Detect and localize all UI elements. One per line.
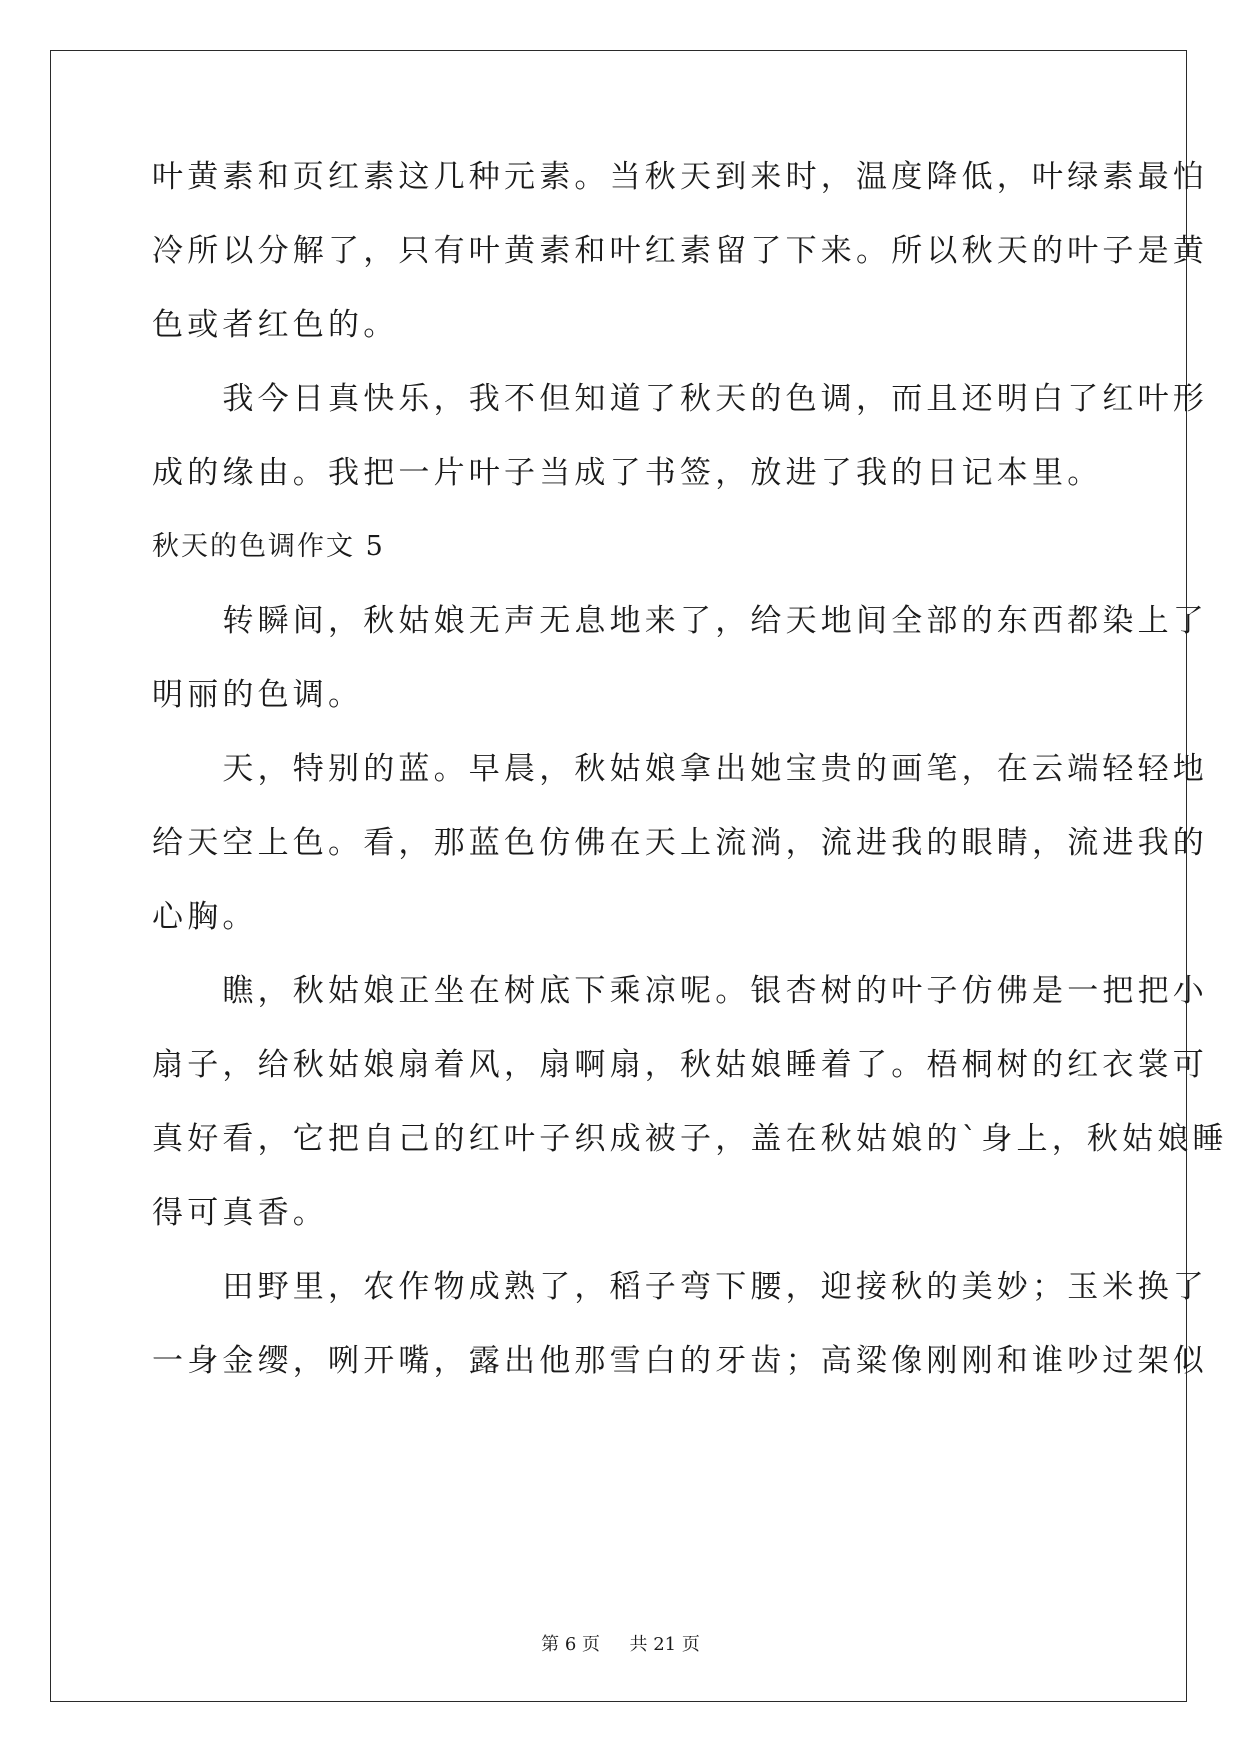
text-line: 田野里，农作物成熟了，稻子弯下腰，迎接秋的美妙；玉米换了 xyxy=(152,1269,1208,1305)
text-line: 扇子，给秋姑娘扇着风，扇啊扇，秋姑娘睡着了。梧桐树的红衣裳可 xyxy=(152,1047,1208,1083)
text-line: 明丽的色调。 xyxy=(152,677,364,713)
section-heading: 秋天的色调作文 5 xyxy=(152,531,385,562)
text-line: 给天空上色。看，那蓝色仿佛在天上流淌，流进我的眼睛，流进我的 xyxy=(152,825,1208,861)
page-total: 共 21 页 xyxy=(629,1634,700,1655)
text-line: 成的缘由。我把一片叶子当成了书签，放进了我的日记本里。 xyxy=(152,455,1103,491)
text-line: 得可真香。 xyxy=(152,1195,328,1231)
text-line: 心胸。 xyxy=(152,899,258,935)
text-line: 叶黄素和页红素这几种元素。当秋天到来时，温度降低，叶绿素最怕 xyxy=(152,159,1208,195)
page-footer xyxy=(0,1630,1241,1656)
document-body xyxy=(152,157,1228,1381)
text-line: 转瞬间，秋姑娘无声无息地来了，给天地间全部的东西都染上了 xyxy=(152,603,1208,639)
text-line: 真好看，它把自己的红叶子织成被子，盖在秋姑娘的`身上，秋姑娘睡 xyxy=(152,1121,1228,1157)
text-line: 冷所以分解了，只有叶黄素和叶红素留了下来。所以秋天的叶子是黄 xyxy=(152,233,1208,269)
text-line: 色或者红色的。 xyxy=(152,307,399,343)
text-line: 瞧，秋姑娘正坐在树底下乘凉呢。银杏树的叶子仿佛是一把把小 xyxy=(152,973,1208,1009)
text-line: 一身金缨，咧开嘴，露出他那雪白的牙齿；高粱像刚刚和谁吵过架似 xyxy=(152,1343,1208,1379)
text-line: 天，特别的蓝。早晨，秋姑娘拿出她宝贵的画笔，在云端轻轻地 xyxy=(152,751,1208,787)
text-line: 我今日真快乐，我不但知道了秋天的色调，而且还明白了红叶形 xyxy=(152,381,1208,417)
page-number: 第 6 页 xyxy=(541,1634,601,1655)
